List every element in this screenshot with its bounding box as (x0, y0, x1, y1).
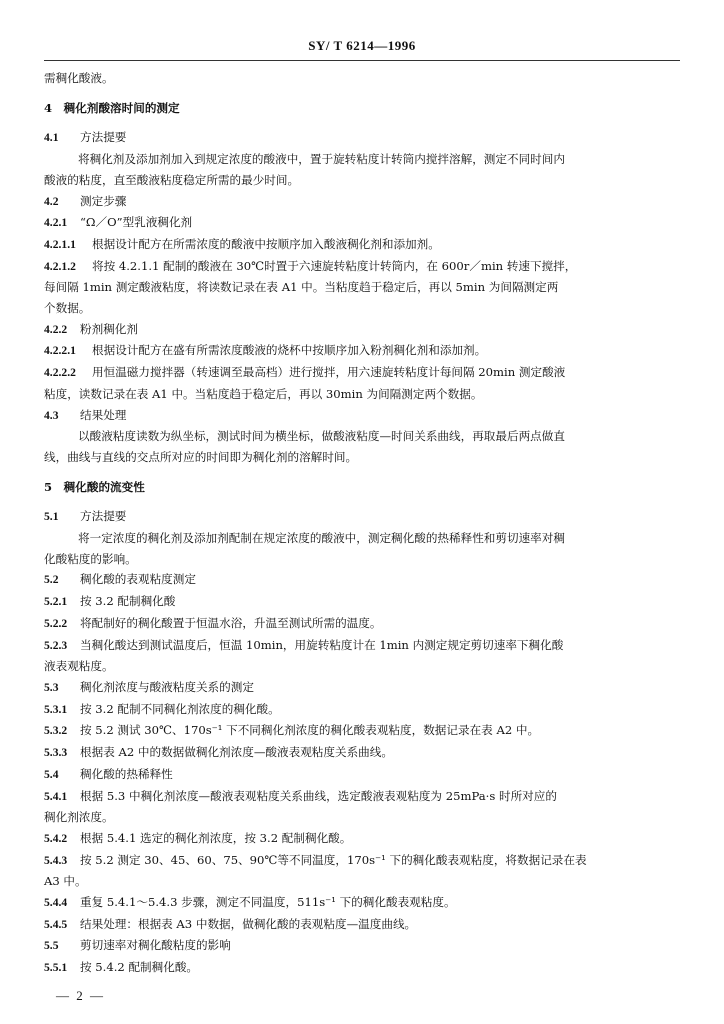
clause-number: 4.3 (44, 408, 59, 422)
clause-number: 5.3.3 (44, 746, 68, 760)
clause-text: 按 3.2 配制不同稠化剂浓度的稠化酸。 (80, 701, 280, 716)
paragraph-continuation: 每间隔 1min 测定酸液粘度，将读数记录在表 A1 中。当粘度趋于稳定后，再以 5min 为间隔测定两 (44, 280, 559, 295)
clause-text: 按 3.2 配制稠化酸 (80, 594, 176, 609)
paragraph-continuation: 线，曲线与直线的交点所对应的时间即为稠化剂的溶解时间。 (44, 449, 358, 464)
clause-text: 将按 4.2.1.1 配制的酸液在 30℃时置于六速旋转粘度计转筒内，在 600r／min 转速下搅拌， (92, 258, 577, 273)
clause-item (44, 591, 684, 613)
clause-item (44, 914, 684, 936)
standard-code-header: SY/ T 6214—1996 (308, 38, 416, 53)
page-number: — 2 — (56, 988, 105, 1003)
clause-number: 4.2.2.1 (44, 344, 76, 358)
clause-number: 5.4.3 (44, 853, 68, 867)
header-rule (44, 60, 680, 61)
clause-item (44, 362, 684, 384)
section-heading: 4 稠化剂酸溶时间的测定 (44, 100, 180, 115)
clause-item (44, 742, 684, 764)
clause-item (44, 764, 684, 786)
clause-item (44, 699, 684, 721)
clause-text: 方法提要 (80, 509, 127, 524)
clause-text: 当稠化酸达到测试温度后，恒温 10min，用旋转粘度计在 1min 内测定规定剪切速率下稠化酸 (80, 637, 564, 652)
clause-text: 结果处理 (80, 407, 127, 422)
clause-text: 根据 5.3 中稠化剂浓度—酸液表观粘度关系曲线，选定酸液表观粘度为 25mPa·s 时所对应的 (80, 788, 557, 803)
clause-number: 5.4 (44, 767, 59, 781)
clause-number: 4.1 (44, 131, 59, 145)
clause-item (44, 405, 684, 427)
clause-number: 4.2 (44, 194, 59, 208)
clause-item (44, 340, 684, 362)
clause-number: 5.4.2 (44, 831, 68, 845)
clause-number: 4.2.1.2 (44, 259, 76, 273)
clause-item (44, 850, 684, 872)
clause-number: 5.3.2 (44, 724, 68, 738)
paragraph-continuation: 液表观粘度。 (44, 659, 114, 674)
clause-number: 5.2.3 (44, 638, 68, 652)
clause-text: 测定步骤 (80, 193, 127, 208)
paragraph-continuation: 个数据。 (44, 301, 91, 316)
clause-item (44, 319, 684, 341)
clause-text: 稠化剂浓度与酸液粘度关系的测定 (80, 679, 254, 694)
clause-text: 结果处理：根据表 A3 中数据，做稠化酸的表观粘度—温度曲线。 (80, 916, 417, 931)
clause-number: 5.2.1 (44, 595, 68, 609)
clause-item (44, 234, 684, 256)
clause-number: 4.2.2 (44, 322, 68, 336)
clause-number: 4.2.1.1 (44, 237, 76, 251)
document-body (44, 68, 684, 979)
paragraph-text: 以酸液粘度读数为纵坐标，测试时间为横坐标，做酸液粘度—时间关系曲线，再取最后两点做直 (78, 429, 565, 444)
clause-number: 5.4.5 (44, 917, 68, 931)
clause-item (44, 935, 684, 957)
clause-text: 方法提要 (80, 130, 127, 145)
clause-text: 用恒温磁力搅拌器（转速调至最高档）进行搅拌，用六速旋转粘度计每间隔 20min 测定酸液 (92, 365, 566, 380)
clause-item (44, 828, 684, 850)
clause-item (44, 191, 684, 213)
clause-text: 根据 5.4.1 选定的稠化剂浓度，按 3.2 配制稠化酸。 (80, 830, 352, 845)
clause-text: 按 5.2 测试 30℃、170s⁻¹ 下不同稠化剂浓度的稠化酸表观粘度，数据记录在表 A2 中。 (80, 723, 540, 738)
clause-number: 5.3.1 (44, 702, 68, 716)
clause-number: 5.3 (44, 680, 59, 694)
continuation-text: 需稠化酸液。 (44, 71, 114, 85)
paragraph-continuation: 酸液的粘度，直至酸液粘度稳定所需的最少时间。 (44, 172, 300, 187)
clause-text: 按 5.4.2 配制稠化酸。 (80, 960, 199, 975)
paragraph-continuation: 化酸粘度的影响。 (44, 551, 137, 566)
clause-text: 根据表 A2 中的数据做稠化剂浓度—酸液表观粘度关系曲线。 (80, 745, 393, 760)
clause-item (44, 957, 684, 979)
clause-item (44, 720, 684, 742)
clause-text: 稠化酸的表观粘度测定 (80, 572, 196, 587)
clause-number: 5.4.1 (44, 789, 68, 803)
clause-item (44, 786, 684, 808)
clause-text: 重复 5.4.1～5.4.3 步骤，测定不同温度，511s⁻¹ 下的稠化酸表观粘度。 (80, 895, 456, 910)
paragraph-continuation: 稠化剂浓度。 (44, 810, 114, 825)
clause-item (44, 212, 684, 234)
paragraph-continuation: 粘度，读数记录在表 A1 中。当粘度趋于稳定后，再以 30min 为间隔测定两个数据。 (44, 386, 483, 401)
clause-item (44, 677, 684, 699)
clause-item (44, 506, 684, 528)
clause-text: 剪切速率对稠化酸粘度的影响 (80, 938, 231, 953)
clause-number: 5.4.4 (44, 896, 68, 910)
clause-item (44, 256, 684, 278)
clause-text: 将配制好的稠化酸置于恒温水浴，升温至测试所需的温度。 (80, 615, 382, 630)
section-heading: 5 稠化酸的流变性 (44, 479, 145, 494)
clause-number: 5.1 (44, 510, 59, 524)
clause-text: 根据设计配方在所需浓度的酸液中按顺序加入酸液稠化剂和添加剂。 (92, 236, 440, 251)
clause-item (44, 892, 684, 914)
clause-item (44, 127, 684, 149)
clause-number: 5.2 (44, 573, 59, 587)
clause-number: 4.2.2.2 (44, 366, 76, 380)
clause-text: 粉剂稠化剂 (80, 321, 138, 336)
clause-text: 根据设计配方在盛有所需浓度酸液的烧杯中按顺序加入粉剂稠化剂和添加剂。 (92, 343, 487, 358)
clause-text: 按 5.2 测定 30、45、60、75、90℃等不同温度，170s⁻¹ 下的稠化酸表观粘度，将数据记录在表 (80, 852, 587, 867)
clause-item (44, 569, 684, 591)
clause-number: 5.5 (44, 939, 59, 953)
paragraph-text: 将稠化剂及添加剂加入到规定浓度的酸液中，置于旋转粘度计转筒内搅拌溶解，测定不同时间内 (78, 152, 565, 167)
clause-number: 5.2.2 (44, 616, 68, 630)
clause-item (44, 613, 684, 635)
clause-number: 5.5.1 (44, 961, 68, 975)
paragraph-continuation: A3 中。 (44, 874, 87, 889)
clause-item (44, 635, 684, 657)
clause-text: 稠化酸的热稀释性 (80, 766, 173, 781)
paragraph-text: 将一定浓度的稠化剂及添加剂配制在规定浓度的酸液中，测定稠化酸的热稀释性和剪切速率对稠 (78, 531, 565, 546)
clause-number: 4.2.1 (44, 216, 68, 230)
clause-text: “Ω／O”型乳液稠化剂 (80, 215, 193, 230)
